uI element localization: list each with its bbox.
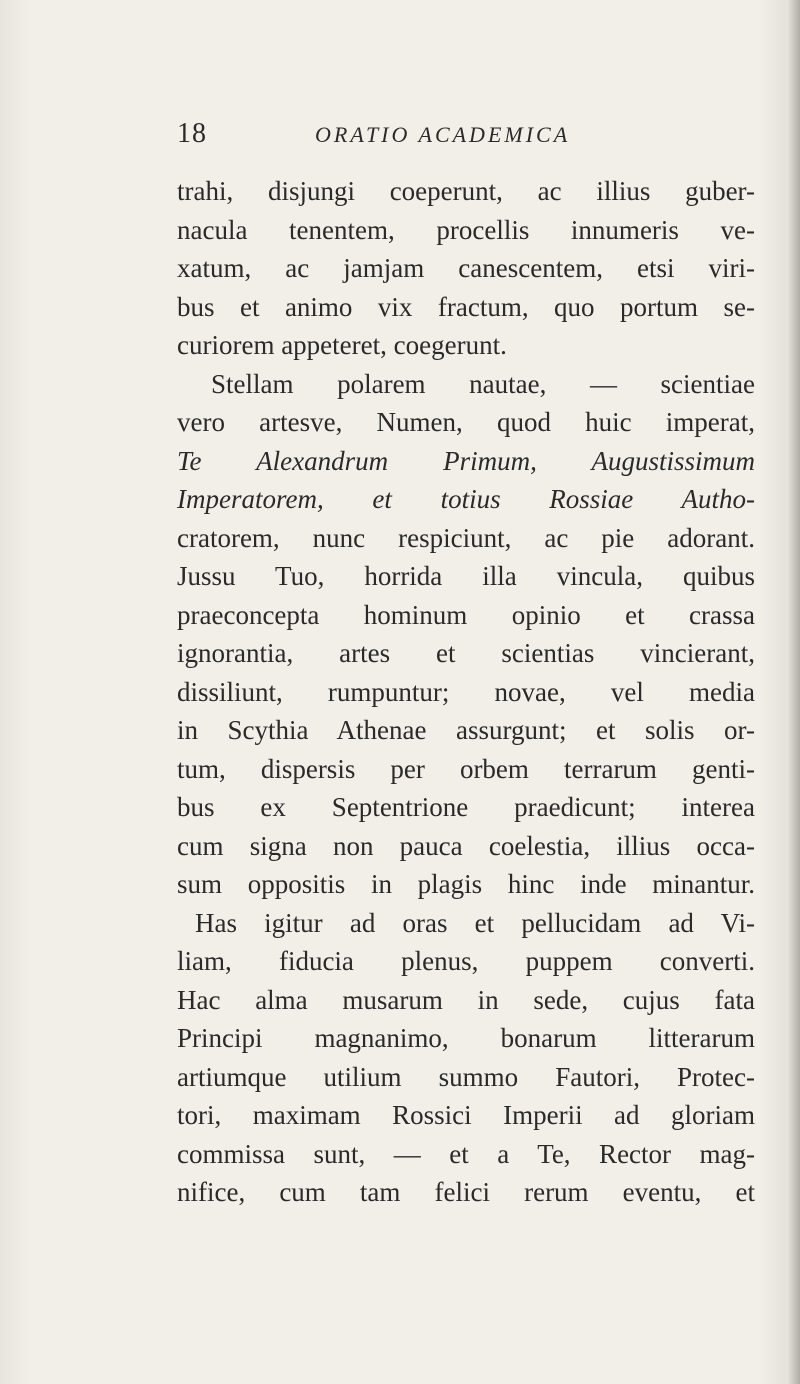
text-line: tori, maximam Rossici Imperii ad gloriam <box>177 1100 755 1130</box>
text-line: sum oppositis in plagis hinc inde minantur. <box>177 869 755 899</box>
text-line: bus ex Septentrione praedicunt; interea <box>177 792 755 822</box>
running-title: ORATIO ACADEMICA <box>315 122 571 147</box>
page-edge-left <box>0 0 30 1384</box>
text-line: Has igitur ad oras et pellucidam ad Vi- <box>195 907 755 938</box>
text-line: tum, dispersis per orbem terrarum genti- <box>177 753 755 784</box>
text-line: in Scythia Athenae assurgunt; et solis or- <box>177 715 755 745</box>
text-line: Principi magnanimo, bonarum litterarum <box>177 1023 755 1053</box>
text-line: Stellam polarem nautae, — scientiae <box>211 368 755 399</box>
page-edge-right <box>760 0 800 1384</box>
text-line: Hac alma musarum in sede, cujus fata <box>177 984 755 1015</box>
running-head <box>177 118 777 158</box>
text-line: liam, fiducia plenus, puppem converti. <box>177 946 755 976</box>
text-line: Imperatorem, et totius Rossiae Autho- <box>177 484 755 514</box>
body-text <box>177 172 755 1212</box>
text-line: nifice, cum tam felici rerum eventu, et <box>177 1177 755 1207</box>
text-line: nacula tenentem, procellis innumeris ve- <box>177 214 755 245</box>
text-line: cratorem, nunc respiciunt, ac pie adorant. <box>177 522 755 553</box>
text-line: Te Alexandrum Primum, Augustissimum <box>177 445 755 476</box>
text-line: Jussu Tuo, horrida illa vincula, quibus <box>177 561 755 591</box>
text-line: trahi, disjungi coeperunt, ac illius guber- <box>177 176 755 206</box>
text-line: cum signa non pauca coelestia, illius occa- <box>177 830 755 861</box>
text-line: curiorem appeteret, coegerunt. <box>177 330 507 360</box>
page-number: 18 <box>177 118 207 149</box>
text-line: commissa sunt, — et a Te, Rector mag- <box>177 1138 755 1169</box>
text-line: ignorantia, artes et scientias vincierant, <box>177 638 755 668</box>
text-line: xatum, ac jamjam canescentem, etsi viri- <box>177 253 755 283</box>
text-line: artiumque utilium summo Fautori, Protec- <box>177 1061 755 1092</box>
text-line: vero artesve, Numen, quod huic imperat, <box>177 407 755 437</box>
text-line: praeconcepta hominum opinio et crassa <box>177 599 755 630</box>
text-line: dissiliunt, rumpuntur; novae, vel media <box>177 676 755 707</box>
text-line: bus et animo vix fractum, quo portum se- <box>177 291 755 322</box>
